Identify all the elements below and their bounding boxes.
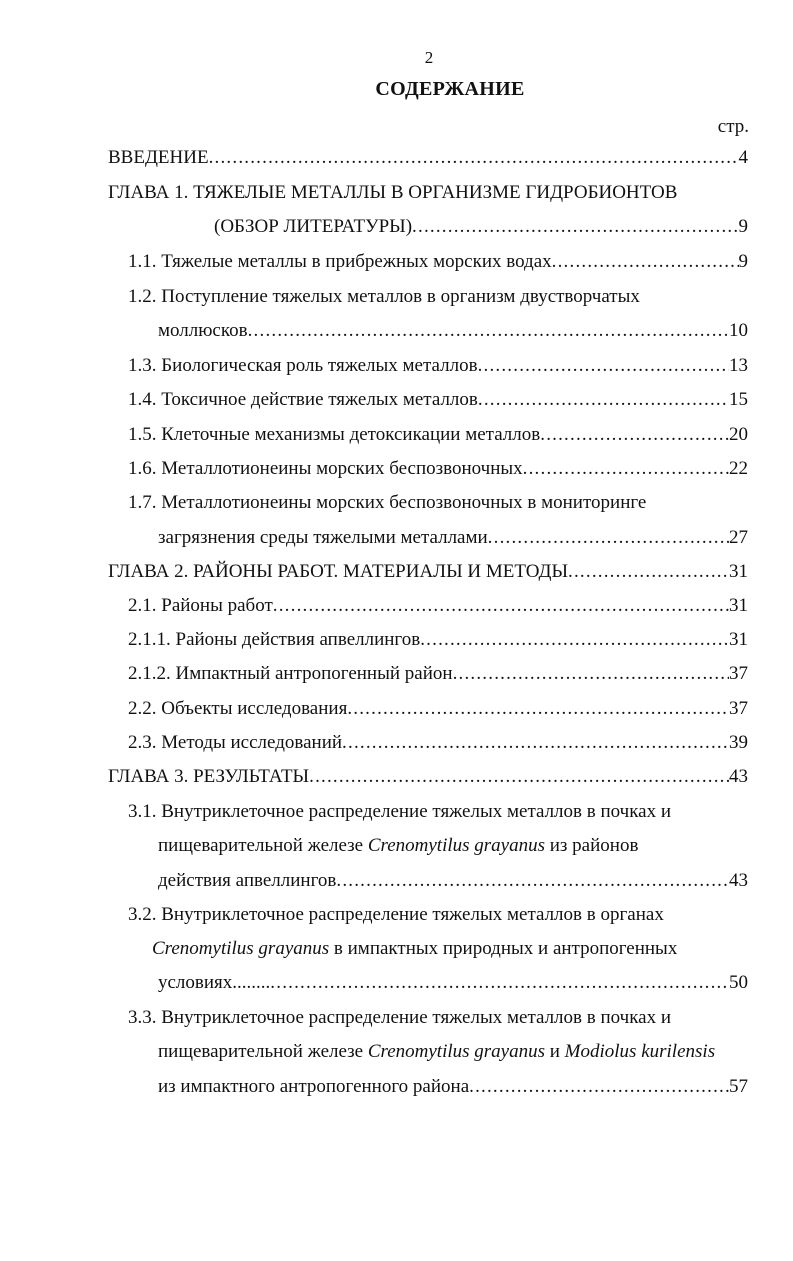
toc-entry-text: 1.5. Клеточные механизмы детоксикации металлов bbox=[128, 424, 541, 445]
toc-entry-text: 1.3. Биологическая роль тяжелых металлов bbox=[128, 355, 478, 376]
toc-page-number: 31 bbox=[729, 629, 748, 650]
dot-leader bbox=[478, 354, 729, 378]
dot-leader bbox=[420, 628, 729, 652]
toc-page-number: 37 bbox=[729, 663, 748, 684]
toc-entry-chapter-3[interactable] bbox=[108, 765, 748, 789]
toc-page-number: 15 bbox=[729, 389, 748, 410]
toc-entry-1-7-cont[interactable] bbox=[158, 526, 748, 550]
dot-leader bbox=[309, 765, 729, 789]
toc-entry-1-1[interactable] bbox=[128, 250, 748, 274]
toc-page-number: 57 bbox=[729, 1076, 748, 1097]
page-column-label: стр. bbox=[717, 116, 749, 137]
toc-entry-text: 1.1. Тяжелые металлы в прибрежных морских водах bbox=[128, 251, 552, 272]
toc-page-number: 22 bbox=[729, 458, 748, 479]
toc-entry-2-3[interactable] bbox=[128, 731, 748, 755]
toc-page-number: 10 bbox=[729, 320, 748, 341]
dot-leader bbox=[478, 388, 729, 412]
toc-entry-text: ГЛАВА 1. ТЯЖЕЛЫЕ МЕТАЛЛЫ В ОРГАНИЗМЕ ГИДРОБИОНТОВ bbox=[108, 182, 678, 203]
toc-page-number: 43 bbox=[729, 870, 748, 891]
dot-leader bbox=[209, 146, 739, 170]
toc-entry-text: ГЛАВА 3. РЕЗУЛЬТАТЫ bbox=[108, 766, 310, 787]
toc-entry-text: 2.1.1. Районы действия апвеллингов bbox=[128, 629, 421, 650]
dot-leader bbox=[540, 423, 729, 447]
dot-leader bbox=[488, 526, 729, 550]
toc-entry-chapter-2[interactable] bbox=[108, 560, 748, 584]
toc-page-number: 31 bbox=[729, 595, 748, 616]
dot-leader bbox=[347, 697, 729, 721]
dot-leader bbox=[412, 215, 738, 239]
dot-leader bbox=[270, 971, 729, 995]
toc-entry-text: условиях........ bbox=[158, 972, 271, 993]
dot-leader bbox=[453, 662, 729, 686]
toc-entry-3-1-cont[interactable] bbox=[158, 834, 748, 858]
toc-entry-text: 1.2. Поступление тяжелых металлов в организм двустворчатых bbox=[128, 286, 640, 307]
dot-leader bbox=[523, 457, 729, 481]
toc-page-number: 9 bbox=[738, 251, 748, 272]
toc-entry-text: 3.3. Внутриклеточное распределение тяжелых металлов в почках и bbox=[128, 1007, 672, 1028]
toc-entry-1-3[interactable] bbox=[128, 354, 748, 378]
toc-entry-1-7[interactable] bbox=[128, 491, 748, 515]
toc-entry-2-1-1[interactable] bbox=[128, 628, 748, 652]
toc-entry-intro[interactable] bbox=[108, 146, 748, 170]
toc-page-number: 50 bbox=[729, 972, 748, 993]
toc-entry-text: 1.7. Металлотионеины морских беспозвоночных в мониторинге bbox=[128, 492, 647, 513]
toc-entry-text: ВВЕДЕНИЕ bbox=[108, 147, 209, 168]
toc-page-number: 39 bbox=[729, 732, 748, 753]
toc-entry-3-1[interactable] bbox=[128, 800, 748, 824]
dot-leader bbox=[342, 731, 729, 755]
dot-leader bbox=[469, 1075, 729, 1099]
toc-page-number: 27 bbox=[729, 527, 748, 548]
toc-page-number: 43 bbox=[729, 766, 748, 787]
toc-entry-text: моллюсков bbox=[158, 320, 248, 341]
toc-page-number: 4 bbox=[738, 147, 748, 168]
toc-entry-text: 2.1.2. Импактный антропогенный район bbox=[128, 663, 453, 684]
toc-entry-1-5[interactable] bbox=[128, 423, 748, 447]
toc-entry-3-2[interactable] bbox=[128, 903, 748, 927]
toc-entry-text: 2.2. Объекты исследования bbox=[128, 698, 348, 719]
toc-entry-text: (ОБЗОР ЛИТЕРАТУРЫ) bbox=[214, 216, 413, 237]
toc-page-number: 20 bbox=[729, 424, 748, 445]
toc-page-number: 9 bbox=[738, 216, 748, 237]
toc-entry-text: Crenomytilus grayanus в импактных природных и антропогенных bbox=[152, 938, 678, 959]
dot-leader bbox=[552, 250, 739, 274]
toc-entry-text: 2.1. Районы работ bbox=[128, 595, 273, 616]
toc-entry-3-2-cont2[interactable] bbox=[158, 971, 748, 995]
toc-entry-3-3-cont2[interactable] bbox=[158, 1075, 748, 1099]
dot-leader bbox=[568, 560, 729, 584]
dot-leader bbox=[248, 319, 729, 343]
toc-page-number: 13 bbox=[729, 355, 748, 376]
toc-page-number: 37 bbox=[729, 698, 748, 719]
page-title: СОДЕРЖАНИЕ bbox=[375, 78, 525, 100]
toc-entry-text: 1.4. Токсичное действие тяжелых металлов bbox=[128, 389, 478, 410]
toc-entry-1-2[interactable] bbox=[128, 285, 748, 309]
page-number: 2 bbox=[424, 48, 434, 67]
toc-entry-text: из импактного антропогенного района bbox=[158, 1076, 470, 1097]
toc-entry-text: пищеварительной железе Crenomytilus grayanus и Modiolus kurilensis bbox=[158, 1041, 716, 1062]
toc-entry-text: 3.1. Внутриклеточное распределение тяжелых металлов в почках и bbox=[128, 801, 672, 822]
toc-entry-3-2-cont[interactable] bbox=[152, 937, 748, 961]
toc-entry-3-3-cont[interactable] bbox=[158, 1040, 748, 1064]
toc-entry-3-1-cont2[interactable] bbox=[158, 869, 748, 893]
toc-entry-3-3[interactable] bbox=[128, 1006, 748, 1030]
toc-entry-text: ГЛАВА 2. РАЙОНЫ РАБОТ. МАТЕРИАЛЫ И МЕТОДЫ bbox=[108, 561, 569, 582]
toc-entry-chapter-1-cont[interactable] bbox=[214, 215, 748, 239]
dot-leader bbox=[273, 594, 729, 618]
toc-entry-chapter-1[interactable] bbox=[108, 181, 748, 205]
toc-entry-1-2-cont[interactable] bbox=[158, 319, 748, 343]
toc-entry-text: загрязнения среды тяжелыми металлами bbox=[158, 527, 488, 548]
toc-entry-2-2[interactable] bbox=[128, 697, 748, 721]
toc-entry-1-6[interactable] bbox=[128, 457, 748, 481]
dot-leader bbox=[336, 869, 729, 893]
toc-entry-text: действия апвеллингов bbox=[158, 870, 337, 891]
toc-page-number: 31 bbox=[729, 561, 748, 582]
toc-entry-text: 2.3. Методы исследований bbox=[128, 732, 343, 753]
toc-entry-text: 3.2. Внутриклеточное распределение тяжелых металлов в органах bbox=[128, 904, 664, 925]
toc-entry-1-4[interactable] bbox=[128, 388, 748, 412]
toc-entry-2-1[interactable] bbox=[128, 594, 748, 618]
toc-entry-text: 1.6. Металлотионеины морских беспозвоночных bbox=[128, 458, 523, 479]
toc-entry-text: пищеварительной железе Crenomytilus grayanus из районов bbox=[158, 835, 639, 856]
toc-entry-2-1-2[interactable] bbox=[128, 662, 748, 686]
